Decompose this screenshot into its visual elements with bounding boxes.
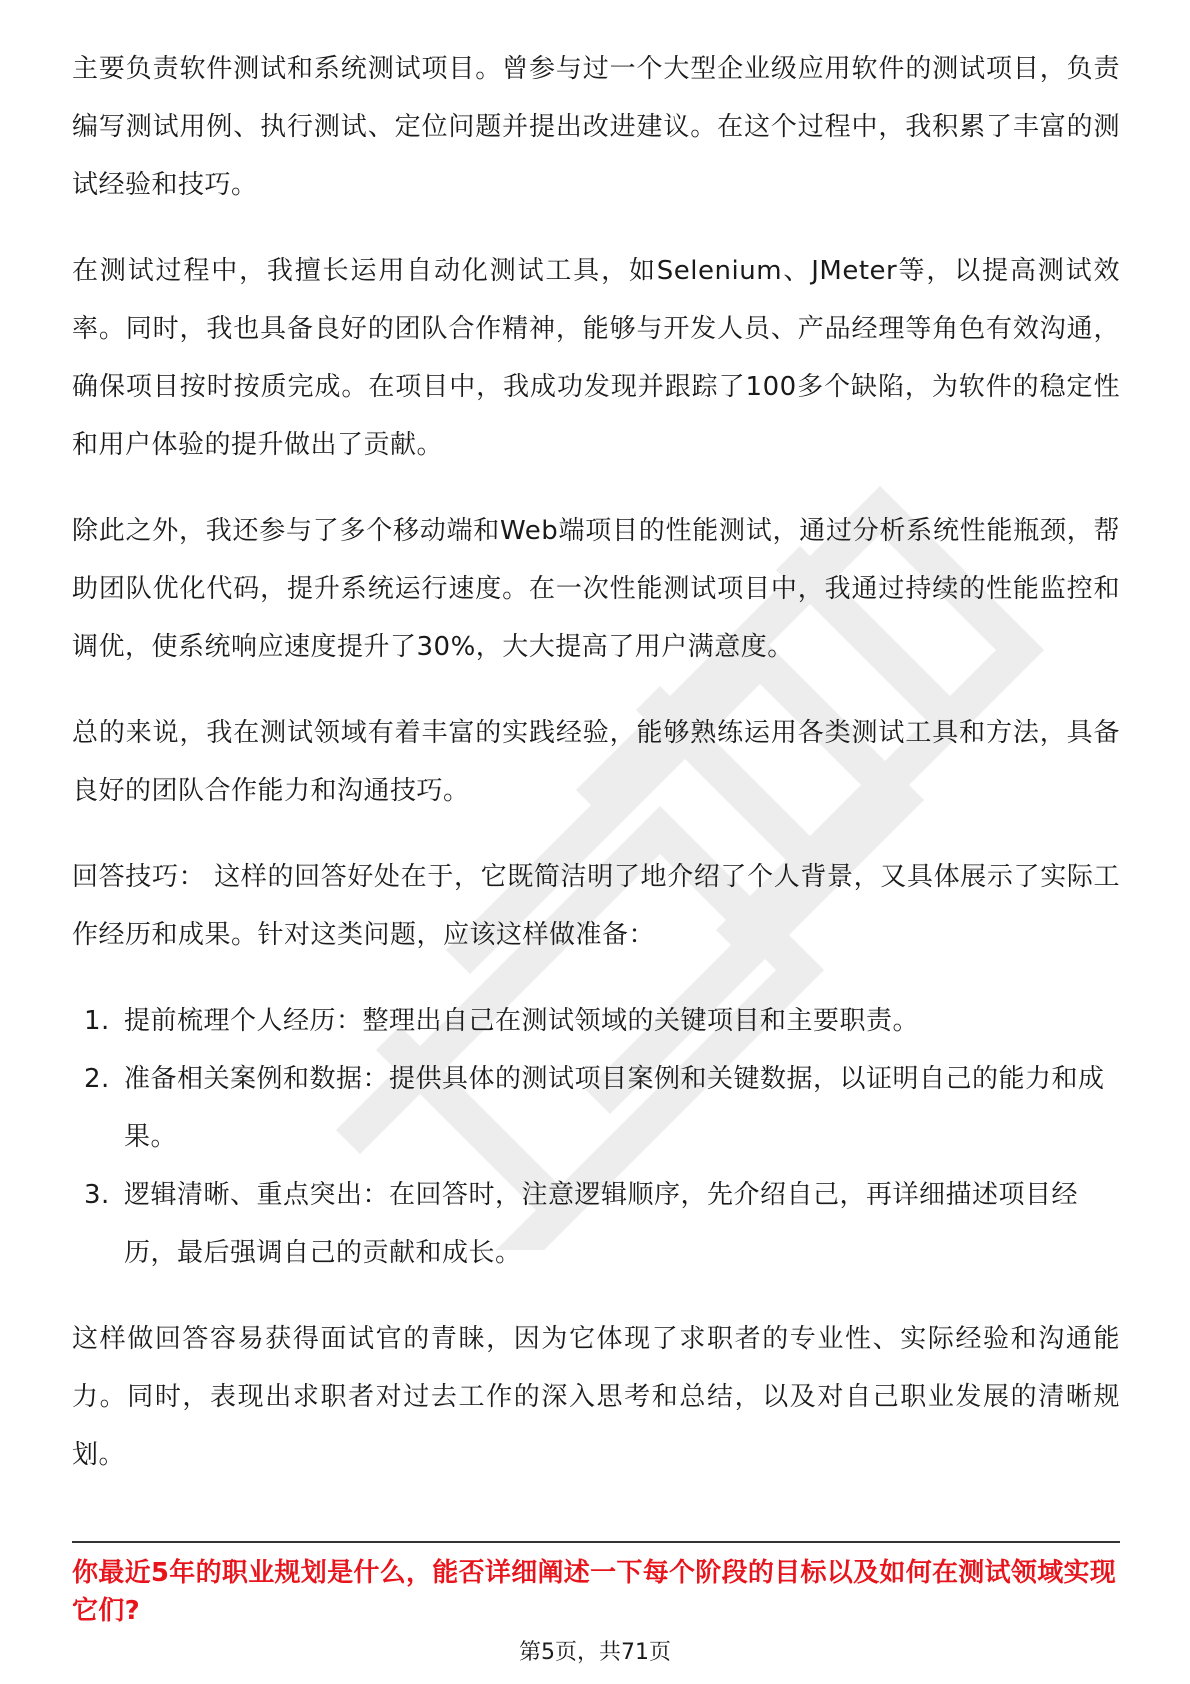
paragraph-answer-tips: 回答技巧： 这样的回答好处在于，它既简洁明了地介绍了个人背景，又具体展示了实际工作经历和成果。针对这类问题，应该这样做准备： — [72, 862, 1120, 950]
list-item-number: 2. — [84, 1064, 110, 1094]
paragraph-performance: 除此之外，我还参与了多个移动端和Web端项目的性能测试，通过分析系统性能瓶颈，帮助团队优化代码，提升系统运行速度。在一次性能测试项目中，我通过持续的性能监控和调优，使系统响应速度提升了30%，大大提高了用户满意度。 — [72, 516, 1120, 662]
tips-list — [72, 992, 1120, 1282]
document-body — [72, 40, 1120, 1512]
paragraph-closing: 这样做回答容易获得面试官的青睐，因为它体现了求职者的专业性、实际经验和沟通能力。同时，表现出求职者对过去工作的深入思考和总结，以及对自己职业发展的清晰规划。 — [72, 1324, 1120, 1470]
list-item-number: 3. — [84, 1180, 110, 1210]
list-item — [72, 1166, 1120, 1282]
list-item — [72, 1050, 1120, 1166]
section-divider — [72, 1541, 1120, 1543]
list-item-number: 1. — [84, 1006, 110, 1036]
paragraph-automation: 在测试过程中，我擅长运用自动化测试工具，如Selenium、JMeter等，以提高测试效率。同时，我也具备良好的团队合作精神，能够与开发人员、产品经理等角色有效沟通，确保项目按时按质完成。在项目中，我成功发现并跟踪了100多个缺陷，为软件的稳定性和用户体验的提升做出了贡献。 — [72, 256, 1120, 460]
page-number-footer: 第5页，共71页 — [519, 1640, 671, 1665]
list-item-text: 准备相关案例和数据：提供具体的测试项目案例和关键数据，以证明自己的能力和成果。 — [124, 1064, 1105, 1152]
next-question-heading: 你最近5年的职业规划是什么，能否详细阐述一下每个阶段的目标以及如何在测试领域实现它们? — [72, 1558, 1117, 1626]
list-item-text: 提前梳理个人经历：整理出自己在测试领域的关键项目和主要职责。 — [124, 1006, 920, 1036]
paragraph-experience: 主要负责软件测试和系统测试项目。曾参与过一个大型企业级应用软件的测试项目，负责编写测试用例、执行测试、定位问题并提出改进建议。在这个过程中，我积累了丰富的测试经验和技巧。 — [72, 54, 1120, 200]
list-item-text: 逻辑清晰、重点突出：在回答时，注意逻辑顺序，先介绍自己，再详细描述项目经历，最后强调自己的贡献和成长。 — [124, 1180, 1079, 1268]
list-item — [72, 992, 1120, 1050]
paragraph-summary: 总的来说，我在测试领域有着丰富的实践经验，能够熟练运用各类测试工具和方法，具备良好的团队合作能力和沟通技巧。 — [72, 718, 1120, 806]
